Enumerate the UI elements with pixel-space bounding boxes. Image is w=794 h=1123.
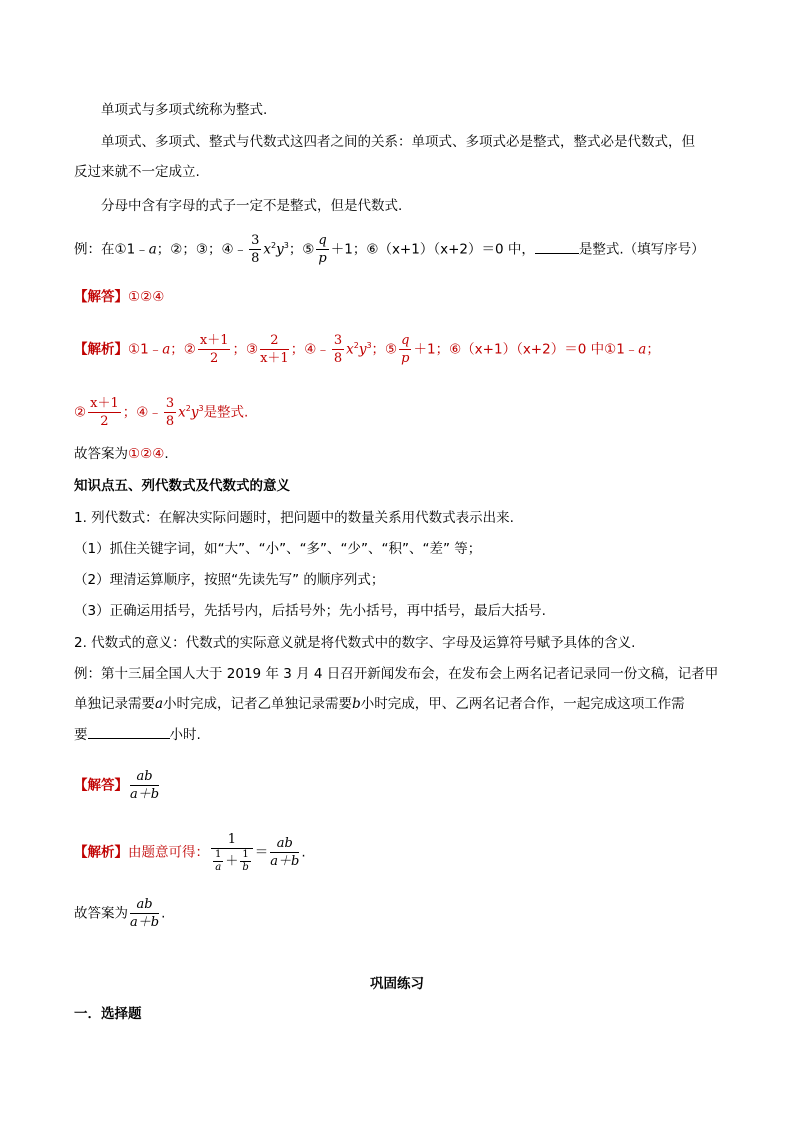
analysis-2 (74, 831, 306, 874)
fraction-denominator: p (401, 351, 410, 366)
analysis-text: ；② (170, 341, 196, 358)
fraction-denominator: 8 (165, 414, 175, 429)
analysis-1-line2 (74, 395, 248, 430)
analysis-text: ；⑤ (371, 341, 398, 358)
var-b: b (352, 696, 361, 712)
example-1-sep2: ；⑤ (288, 241, 315, 258)
analysis-1-line1 (74, 332, 660, 367)
fraction-numerator: q (401, 333, 410, 348)
answer-label: 【解答】 (74, 777, 128, 794)
fraction-numerator: 3 (165, 396, 175, 411)
fraction-denominator: a＋b (270, 854, 300, 869)
var-y: y (190, 404, 199, 421)
conclusion-1 (74, 444, 169, 464)
answer-value: ①②④ (128, 289, 165, 305)
var-x: x (263, 241, 271, 258)
exponent: 2 (270, 241, 277, 250)
answer-blank (88, 726, 170, 739)
fraction-numerator: ab (130, 768, 159, 786)
sub-item-3: （3）正确运用括号，先括号内，后括号外；先小括号，再中括号，最后大括号. (74, 603, 546, 619)
paragraph-integral-definition: 单项式与多项式统称为整式. (101, 102, 268, 118)
var-a: a (155, 696, 164, 712)
example-1-suffix: 是整式.（填写序号） (578, 241, 705, 258)
fraction-numerator: q (318, 233, 327, 248)
fraction-q-p (399, 332, 411, 367)
fraction-numerator: 1 (215, 849, 222, 860)
conclusion-2 (74, 896, 165, 931)
fraction-ab-over-a-plus-b (270, 835, 299, 870)
fraction-denominator: b (242, 862, 249, 873)
example-1-plus: ＋1；⑥（x+1）（x+2）＝0 中， (330, 241, 535, 258)
fraction-numerator: 1 (211, 831, 253, 849)
var-y: y (358, 341, 367, 358)
var-x: x (178, 404, 186, 421)
fraction-ab-over-a-plus-b (130, 768, 159, 803)
paragraph-denominator-note: 分母中含有字母的式子一定不是整式，但是代数式. (101, 198, 403, 214)
conclusion-end: . (161, 905, 166, 922)
analysis-text: ①1﹣ (128, 341, 163, 358)
conclusion-value: ①②④ (128, 446, 165, 462)
answer-1 (74, 287, 164, 307)
paragraph-relationship-line1: 单项式、多项式、整式与代数式这四者之间的关系：单项式、多项式必是整式，整式必是代数式，但 (101, 134, 695, 150)
fraction-1-over-b (240, 849, 250, 874)
example-text: 小时完成，甲、乙两名记者合作，一起完成这项工作需 (360, 696, 685, 712)
fraction-numerator: ab (130, 896, 159, 914)
fraction-denominator: 2 (100, 414, 109, 429)
analysis-text: ；④﹣ (290, 341, 330, 358)
section-multiple-choice: 一．选择题 (74, 1006, 142, 1022)
answer-label: 【解答】 (74, 289, 128, 305)
fraction-1-over-a (213, 849, 223, 874)
example-text: 小时完成，记者乙单独记录需要 (163, 696, 353, 712)
fraction-denominator: a (215, 862, 222, 873)
fraction-ab-over-a-plus-b (130, 896, 159, 931)
complex-fraction (211, 831, 253, 874)
var-y: y (276, 241, 284, 258)
fraction-numerator: x＋1 (199, 333, 229, 348)
example-1-sep1: ；②；③；④﹣ (156, 241, 248, 258)
analysis-text: ；③ (232, 341, 259, 358)
fraction-3-8 (164, 395, 176, 430)
analysis-label: 【解析】 (74, 341, 128, 358)
exponent: 3 (366, 341, 372, 350)
fraction-denominator: 2 (210, 351, 219, 366)
fraction-x-plus-1-over-2 (88, 395, 121, 430)
exponent: 2 (185, 404, 191, 413)
example-text: 要 (74, 727, 88, 743)
analysis-text: ＋1；⑥（x+1）（x+2）＝0 中①1﹣ (413, 341, 639, 358)
fraction-denominator: p (318, 251, 327, 266)
fraction-numerator: x＋1 (90, 396, 119, 411)
example-2-line2 (74, 694, 685, 714)
fraction-3-8 (332, 332, 344, 367)
fraction-numerator: 1 (242, 849, 249, 860)
conclusion-text: 故答案为 (74, 905, 128, 922)
example-2-line1: 例：第十三届全国人大于 2019 年 3 月 4 日召开新闻发布会，在发布会上两名记者记录同一份文稿，记者甲 (74, 666, 719, 682)
answer-2 (74, 768, 161, 803)
analysis-end: . (301, 844, 306, 861)
fraction-x-plus-1-over-2 (198, 332, 231, 367)
exponent: 2 (353, 341, 359, 350)
answer-blank (535, 241, 579, 254)
list-item-2: 2. 代数式的意义：代数式的实际意义就是将代数式中的数字、字母及运算符号赋予具体的含义. (74, 635, 636, 651)
exponent: 3 (283, 241, 289, 250)
list-item-1: 1. 列代数式：在解决实际问题时，把问题中的数量关系用代数式表示出来. (74, 510, 514, 526)
var-a: a (638, 341, 647, 358)
fraction-numerator: 3 (333, 333, 343, 348)
analysis-text: 是整式. (203, 404, 249, 421)
analysis-text: ； (646, 341, 660, 358)
fraction-denominator: a＋b (130, 915, 160, 930)
analysis-text: 由题意可得： (128, 844, 209, 861)
fraction-numerator: 3 (251, 233, 260, 248)
sub-item-1: （1）抓住关键字词，如“大”、“小”、“多”、“少”、“积”、“差” 等； (74, 541, 482, 557)
var-a: a (148, 241, 157, 258)
fraction-denominator: 8 (251, 251, 260, 266)
analysis-label: 【解析】 (74, 844, 128, 861)
fraction-numerator: 2 (260, 332, 289, 350)
fraction-3-8 (249, 232, 261, 267)
fraction-denominator (211, 849, 253, 874)
example-1-prefix: 例：在①1﹣ (74, 241, 149, 258)
conclusion-end: . (164, 446, 169, 462)
fraction-numerator: ab (270, 835, 299, 853)
consolidation-heading: 巩固练习 (370, 976, 424, 992)
exponent: 3 (198, 404, 204, 413)
conclusion-text: 故答案为 (74, 446, 128, 462)
fraction-denominator: a＋b (130, 787, 160, 802)
example-1 (74, 232, 705, 267)
example-text: 小时. (169, 727, 201, 743)
analysis-text: ② (74, 404, 87, 421)
example-text: 单独记录需要 (74, 696, 155, 712)
fraction-denominator: 8 (333, 351, 343, 366)
fraction-q-p (316, 232, 328, 267)
section-heading-knowledge-5: 知识点五、列代数式及代数式的意义 (74, 478, 290, 494)
plus-sign: ＋ (225, 854, 239, 869)
var-a: a (162, 341, 171, 358)
var-x: x (346, 341, 354, 358)
paragraph-relationship-line2: 反过来就不一定成立. (74, 164, 200, 180)
equals-sign: ＝ (254, 844, 269, 861)
fraction-2-over-x-plus-1 (260, 332, 289, 367)
fraction-denominator: x＋1 (260, 351, 289, 366)
analysis-text: ；④﹣ (122, 404, 162, 421)
example-2-line3 (74, 725, 201, 745)
sub-item-2: （2）理清运算顺序，按照“先读先写” 的顺序列式； (74, 572, 385, 588)
